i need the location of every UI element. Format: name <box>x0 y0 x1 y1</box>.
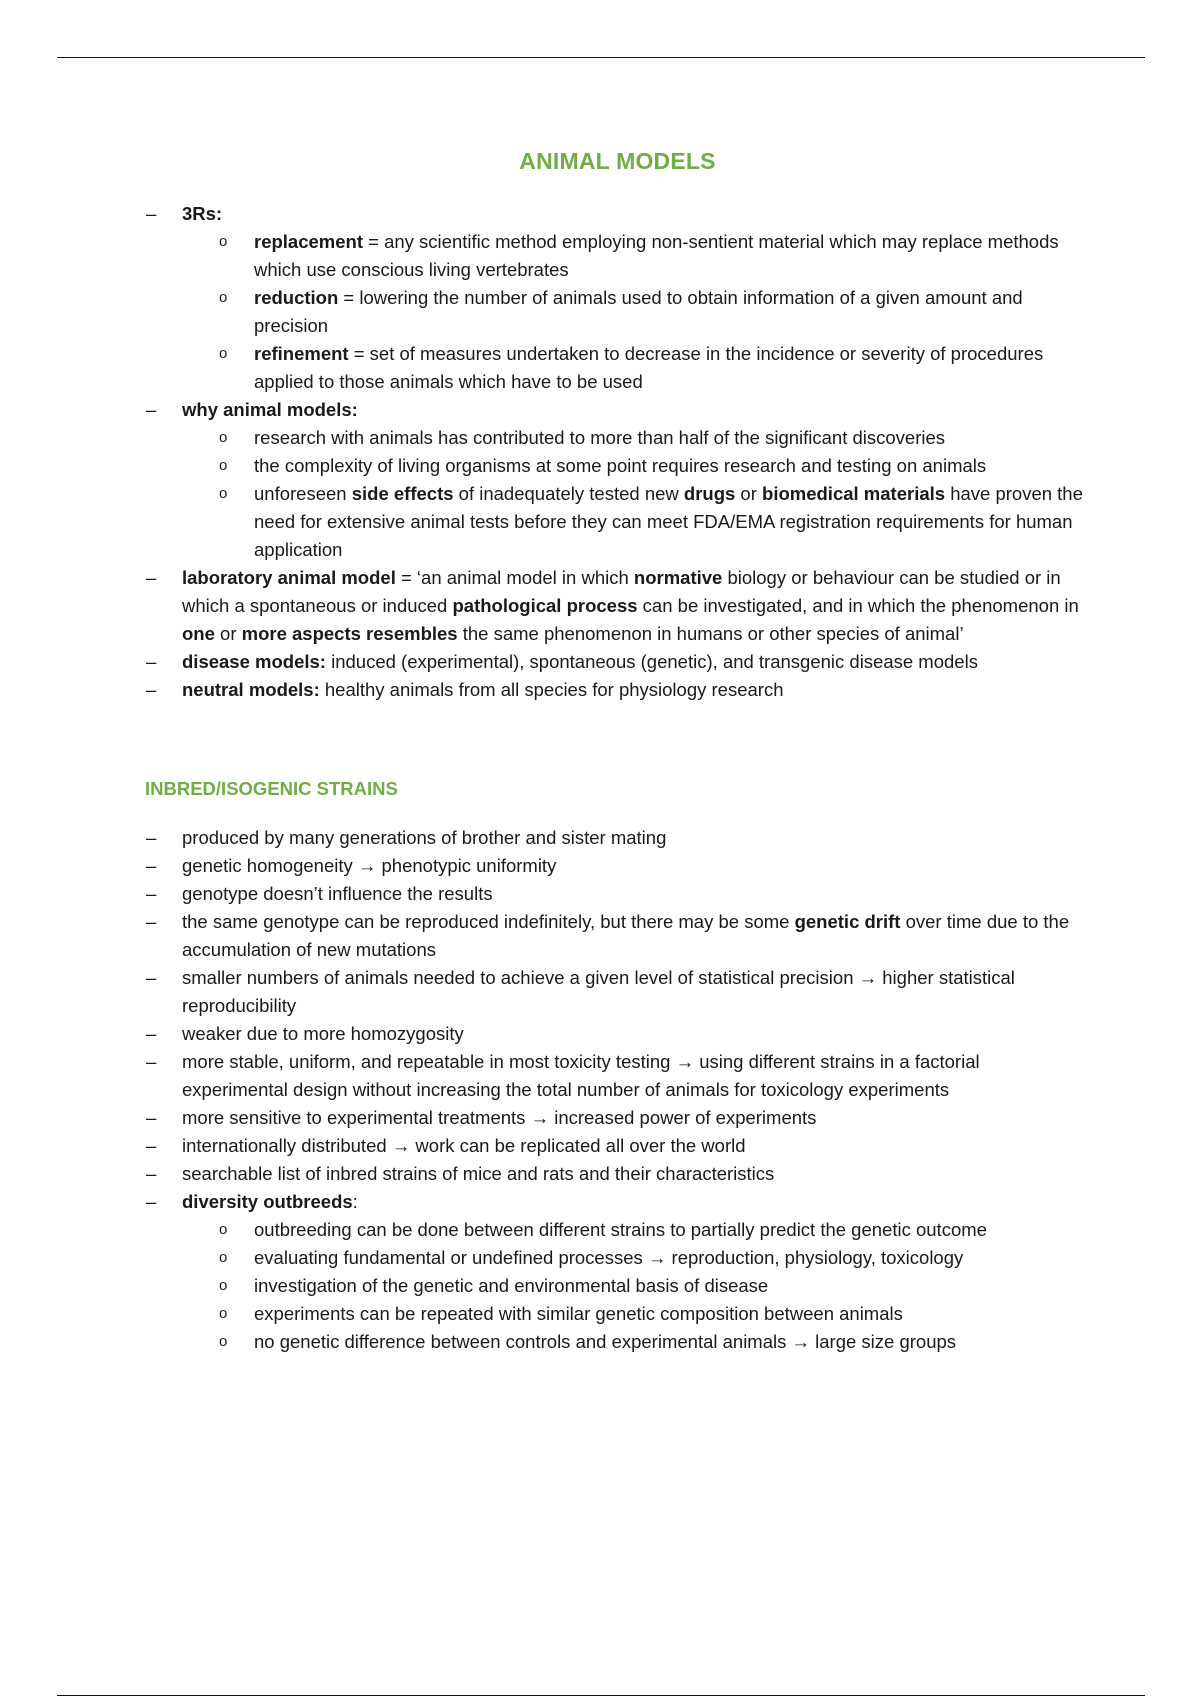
list-text: experiments can be repeated with similar genetic composition between animals <box>254 1303 903 1324</box>
dash-bullet: – <box>146 567 157 588</box>
bold-span: pathological process <box>452 595 638 616</box>
why-text-1: research with animals has contributed to more than half of the significant discoveries <box>254 427 946 448</box>
list-item-reduction <box>0 284 1200 340</box>
text-span: the same phenomenon in humans or other species of animal’ <box>457 623 964 644</box>
circle-bullet: o <box>219 345 228 362</box>
list-item <box>0 880 1200 908</box>
circle-bullet: o <box>219 485 228 502</box>
list-item-outbreed <box>0 1300 1200 1328</box>
circle-bullet: o <box>219 1333 228 1350</box>
bold-span: genetic drift <box>794 911 901 932</box>
list-item <box>0 1020 1200 1048</box>
list-item-disease-models <box>0 648 1200 676</box>
circle-bullet: o <box>219 1277 228 1294</box>
text-span: biology or behaviour can be studied or in which a spontaneous or induced <box>182 567 1061 616</box>
circle-bullet: o <box>219 1249 228 1266</box>
list-text: genetic homogeneity → phenotypic uniformity <box>182 855 557 876</box>
text-span: of inadequately tested new <box>453 483 684 504</box>
circle-bullet: o <box>219 429 228 446</box>
list-item-why-3 <box>0 480 1200 564</box>
list-item-why-2 <box>0 452 1200 480</box>
list-item <box>0 1132 1200 1160</box>
bold-span: one <box>182 623 215 644</box>
term-refinement: refinement <box>254 343 349 364</box>
section-inbred-strains <box>0 824 1200 1356</box>
dash-bullet: – <box>146 855 157 876</box>
text-span: can be investigated, and in which the phenomenon in <box>637 595 1079 616</box>
text-span: : <box>352 1191 358 1212</box>
list-text: more stable, uniform, and repeatable in most toxicity testing → using different strains in a factorial experimental design without increasing the total number of animals for toxicology experiments <box>182 1051 980 1100</box>
dash-bullet: – <box>146 883 157 904</box>
text-span: or <box>735 483 763 504</box>
list-item-why <box>0 396 1200 424</box>
dash-bullet: – <box>146 1135 157 1156</box>
list-text: smaller numbers of animals needed to achieve a given level of statistical precision → higher statistical reproducibility <box>182 967 1015 1016</box>
bold-span: side effects <box>351 483 454 504</box>
term-neutral-models: neutral models: <box>182 679 320 700</box>
term-diversity-outbreeds: diversity outbreeds <box>182 1191 353 1212</box>
bold-span: drugs <box>683 483 736 504</box>
dash-bullet: – <box>146 1163 157 1184</box>
circle-bullet: o <box>219 457 228 474</box>
circle-bullet: o <box>219 1221 228 1238</box>
three-rs-label: 3Rs: <box>182 203 223 224</box>
list-item-lab-model <box>0 564 1200 648</box>
list-text: genotype doesn’t influence the results <box>182 883 493 904</box>
dash-bullet: – <box>146 1107 157 1128</box>
definition-replacement: = any scientific method employing non-sentient material which may replace methods which use conscious living vertebrates <box>254 231 1059 280</box>
term-disease-models: disease models: <box>182 651 326 672</box>
text-span: have proven the need for extensive animal tests before they can meet FDA/EMA registration requirements for human application <box>254 483 1083 560</box>
dash-bullet: – <box>146 1051 157 1072</box>
text-span: the same genotype can be reproduced indefinitely, but there may be some <box>182 911 795 932</box>
list-item-genetic-drift <box>0 908 1200 964</box>
bold-span: biomedical materials <box>762 483 946 504</box>
list-item-why-1 <box>0 424 1200 452</box>
text-span: = ‘an animal model in which <box>395 567 634 588</box>
section-animal-models <box>0 200 1200 704</box>
text-span: induced (experimental), spontaneous (genetic), and transgenic disease models <box>325 651 978 672</box>
list-item-refinement <box>0 340 1200 396</box>
list-text: evaluating fundamental or undefined processes → reproduction, physiology, toxicology <box>254 1247 964 1268</box>
bold-span: normative <box>633 567 723 588</box>
text-span: over time due to the accumulation of new mutations <box>182 911 1070 960</box>
list-item-replacement <box>0 228 1200 284</box>
list-item <box>0 1048 1200 1104</box>
term-reduction: reduction <box>254 287 339 308</box>
list-item-outbreed <box>0 1244 1200 1272</box>
list-item-neutral-models <box>0 676 1200 704</box>
list-item <box>0 824 1200 852</box>
list-item-outbreed <box>0 1272 1200 1300</box>
list-text: weaker due to more homozygosity <box>182 1023 464 1044</box>
list-item <box>0 1104 1200 1132</box>
dash-bullet: – <box>146 679 157 700</box>
list-text: produced by many generations of brother and sister mating <box>182 827 667 848</box>
list-text: no genetic difference between controls and experimental animals → large size groups <box>254 1331 957 1352</box>
dash-bullet: – <box>146 651 157 672</box>
list-item <box>0 852 1200 880</box>
list-item-outbreed <box>0 1328 1200 1356</box>
section-heading-inbred: INBRED/ISOGENIC STRAINS <box>145 778 398 799</box>
dash-bullet: – <box>146 1023 157 1044</box>
list-text: investigation of the genetic and environmental basis of disease <box>254 1275 769 1296</box>
definition-refinement: = set of measures undertaken to decrease in the incidence or severity of procedures applied to those animals which have to be used <box>254 343 1044 392</box>
list-text: internationally distributed → work can be replicated all over the world <box>182 1135 746 1156</box>
circle-bullet: o <box>219 233 228 250</box>
dash-bullet: – <box>146 911 157 932</box>
text-span: or <box>214 623 242 644</box>
bold-span: laboratory animal model <box>182 567 396 588</box>
dash-bullet: – <box>146 1191 157 1212</box>
circle-bullet: o <box>219 1305 228 1322</box>
list-text: searchable list of inbred strains of mice and rats and their characteristics <box>182 1163 775 1184</box>
dash-bullet: – <box>146 399 157 420</box>
list-item-3rs <box>0 200 1200 228</box>
list-text: outbreeding can be done between different strains to partially predict the genetic outcome <box>254 1219 987 1240</box>
text-span: unforeseen <box>254 483 352 504</box>
list-item-diversity-outbreeds <box>0 1188 1200 1216</box>
dash-bullet: – <box>146 967 157 988</box>
why-label: why animal models: <box>182 399 358 420</box>
bottom-rule <box>57 1695 1145 1696</box>
why-text-2: the complexity of living organisms at some point requires research and testing on animals <box>254 455 987 476</box>
bold-span: more aspects resembles <box>241 623 458 644</box>
dash-bullet: – <box>146 203 157 224</box>
dash-bullet: – <box>146 827 157 848</box>
definition-reduction: = lowering the number of animals used to obtain information of a given amount and precision <box>254 287 1023 336</box>
top-rule <box>57 57 1145 58</box>
list-item <box>0 964 1200 1020</box>
page-title: ANIMAL MODELS <box>519 148 716 174</box>
circle-bullet: o <box>219 289 228 306</box>
list-item-outbreed <box>0 1216 1200 1244</box>
text-span: healthy animals from all species for physiology research <box>319 679 784 700</box>
list-text: more sensitive to experimental treatments → increased power of experiments <box>182 1107 817 1128</box>
list-item <box>0 1160 1200 1188</box>
term-replacement: replacement <box>254 231 363 252</box>
